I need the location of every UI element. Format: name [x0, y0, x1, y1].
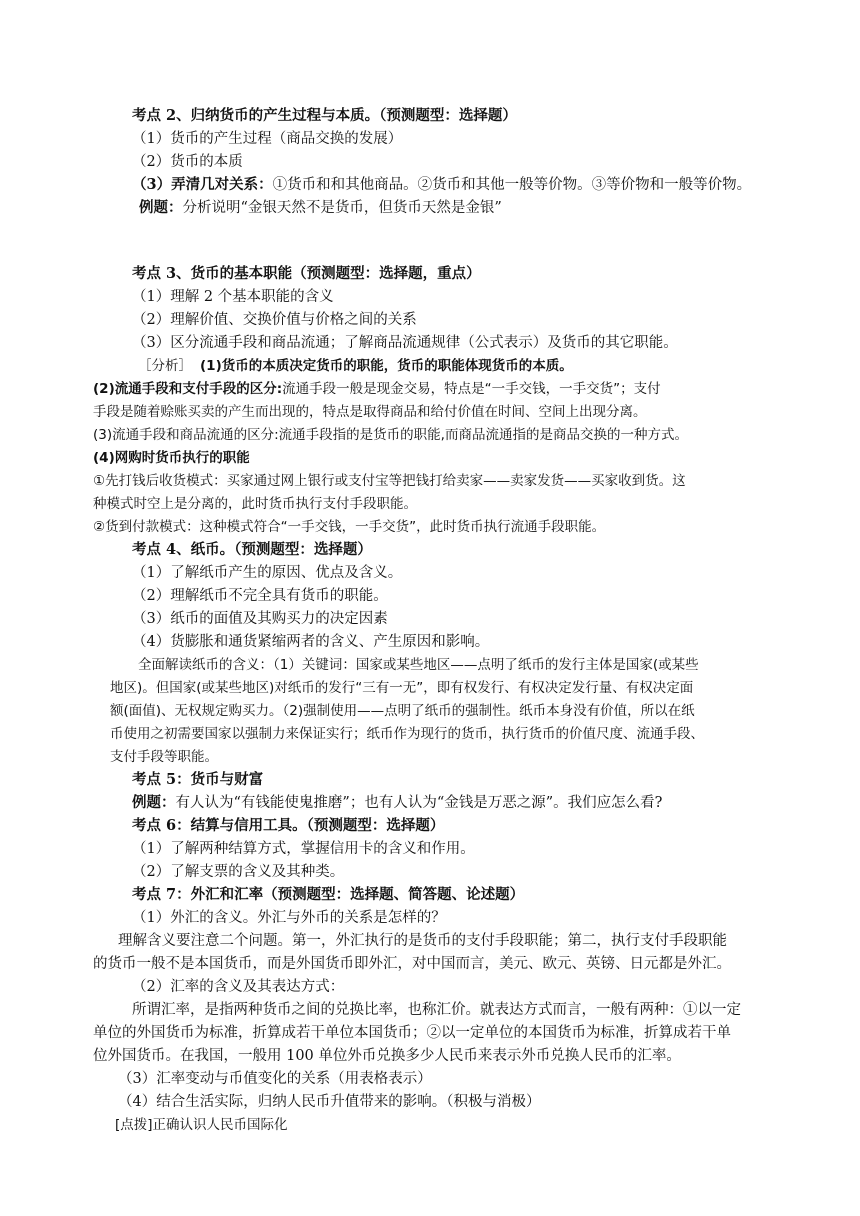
kp4-note-line3: 额(面值)、无权规定购买力。（2)强制使用——点明了纸币的强制性。纸币本身没有价值，所以在纸	[110, 703, 695, 719]
kp4-item1: （1）了解纸币产生的原因、优点及含义。	[132, 565, 403, 581]
kp2-example	[139, 197, 502, 219]
kp7-para1-line1: 理解含义要注意二个问题。第一，外汇执行的是货币的支付手段职能；第二，执行支付手段职能	[118, 933, 727, 949]
kp2-example-text: 分析说明“金银天然不是货币，但货币天然是金银”	[182, 200, 502, 216]
kp7-para2-line3: 位外国货币。在我国，一般用 100 单位外币兑换多少人民币来表示外币兑换人民币的汇率。	[93, 1048, 681, 1064]
kp3-item1: （1）理解 2 个基本职能的含义	[132, 289, 334, 305]
kp3-item3: （3）区分流通手段和商品流通；了解商品流通规律（公式表示）及货币的其它职能。	[132, 335, 678, 351]
kp4-item3: （3）纸币的面值及其购买力的决定因素	[132, 611, 388, 627]
kp7-item4: （4）结合生活实际，归纳人民币升值带来的影响。（积极与消极）	[118, 1094, 541, 1110]
kp4-item2: （2）理解纸币不完全具有货币的职能。	[132, 588, 388, 604]
kp3-p2-line2: 手段是随着赊账买卖的产生而出现的，特点是取得商品和给付价值在时间、空间上出现分离。	[93, 404, 647, 420]
kp4-note-line2: 地区)。但国家(或某些地区)对纸币的发行“三有一无”，即有权发行、有权决定发行量、有权决定面	[110, 680, 694, 696]
kp5-example-label: 例题：	[132, 794, 176, 811]
kp4-note-line5: 支付手段等职能。	[110, 749, 218, 765]
kp7-para2-line2: 单位的外国货币为标准，折算成若干单位本国货币；②以一定单位的本国货币为标准，折算成若干单	[93, 1025, 731, 1041]
kp5-example	[132, 792, 662, 814]
kp6-item2: （2）了解支票的含义及其种类。	[132, 864, 345, 880]
kp6-item1: （1）了解两种结算方式，掌握信用卡的含义和作用。	[132, 841, 475, 857]
kp3-analysis	[138, 355, 573, 377]
kp5-example-text: 有人认为“有钱能使鬼推磨”；也有人认为“金钱是万恶之源”。我们应怎么看?	[175, 795, 663, 811]
kp2-example-label: 例题：	[139, 199, 183, 216]
kp3-p5-line1: ①先打钱后收货模式：买家通过网上银行或支付宝等把钱打给卖家——卖家发货——买家收到货。这	[93, 473, 686, 489]
kp7-para1-line2: 的货币一般不是本国货币，而是外国货币即外汇，对中国而言，美元、欧元、英镑、日元都是外汇。	[93, 956, 731, 972]
kp3-item2: （2）理解价值、交换价值与价格之间的关系	[132, 312, 417, 328]
kp2-item1: （1）货币的产生过程（商品交换的发展）	[132, 131, 403, 147]
kp3-analysis-text: (1)货币的本质决定货币的职能，货币的职能体现货币的本质。	[200, 358, 573, 374]
kp2-title: 考点 2、归纳货币的产生过程与本质。（预测题型：选择题）	[132, 107, 517, 124]
kp4-note-line1: 全面解读纸币的含义：（1）关键词：国家或某些地区——点明了纸币的发行主体是国家(或某些	[138, 657, 699, 673]
kp4-note-line4: 币使用之初需要国家以强制力来保证实行；纸币作为现行的货币，执行货币的价值尺度、流通手段、	[110, 726, 704, 742]
kp3-p3: (3)流通手段和商品流通的区分:流通手段指的是货币的职能,而商品流通指的是商品交换的一种方式。	[93, 427, 688, 443]
kp7-tip: [点拨]正确认识人民币国际化	[115, 1117, 288, 1133]
kp3-p2-text1: 流通手段一般是现金交易，特点是“一手交钱，一手交货”；支付	[282, 381, 661, 397]
kp2-item2: （2）货币的本质	[132, 154, 243, 170]
kp7-item2: （2）汇率的含义及其表达方式：	[132, 979, 345, 995]
kp4-title: 考点 4、纸币。（预测题型：选择题）	[132, 541, 372, 558]
kp2-item3-text: ①货币和和其他商品。②货币和其他一般等价物。③等价物和一般等价物。	[272, 177, 752, 193]
kp2-item3	[132, 174, 751, 196]
kp3-p2-label: (2)流通手段和支付手段的区分:	[93, 381, 283, 397]
kp7-item1: （1）外汇的含义。外汇与外币的关系是怎样的？	[132, 910, 446, 926]
kp3-title: 考点 3、货币的基本职能（预测题型：选择题，重点）	[132, 265, 481, 282]
kp5-title: 考点 5：货币与财富	[132, 771, 264, 788]
kp3-p2-line1	[93, 378, 661, 400]
kp7-para2-line1: 所谓汇率，是指两种货币之间的兑换比率，也称汇价。就表达方式而言，一般有两种：①以一定	[132, 1002, 741, 1018]
kp3-p4: (4)网购时货币执行的职能	[93, 450, 250, 466]
kp4-item4: （4）货膨胀和通货紧缩两者的含义、产生原因和影响。	[132, 634, 490, 650]
kp3-p5-line2: 种模式时空上是分离的，此时货币执行支付手段职能。	[93, 496, 417, 512]
kp7-item3: （3）汇率变动与币值变化的关系（用表格表示）	[118, 1071, 432, 1087]
kp2-item3-label: （3）弄清几对关系：	[132, 176, 273, 193]
kp3-analysis-label: ［分析］	[138, 358, 192, 374]
kp7-title: 考点 7：外汇和汇率（预测题型：选择题、简答题、论述题）	[132, 886, 525, 903]
kp3-p6: ②货到付款模式：这种模式符合“一手交钱，一手交货”，此时货币执行流通手段职能。	[93, 519, 606, 535]
kp6-title: 考点 6：结算与信用工具。（预测题型：选择题）	[132, 817, 445, 834]
